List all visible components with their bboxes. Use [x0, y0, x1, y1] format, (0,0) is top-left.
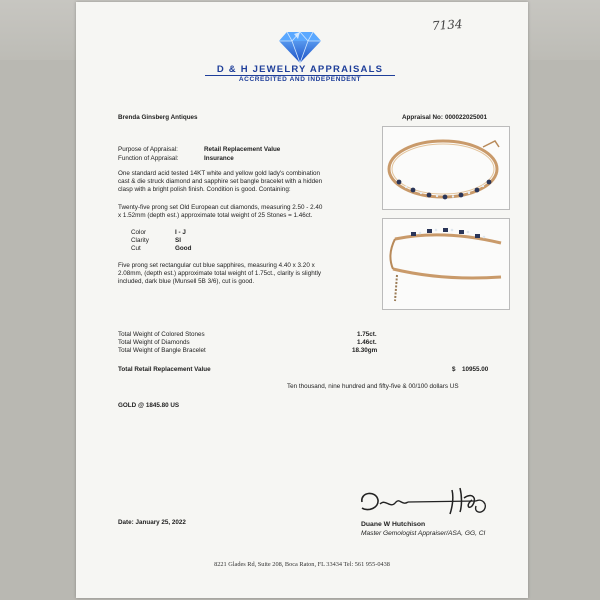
appraisal-no-value: 000022025001: [445, 114, 488, 121]
purpose-label: Purpose of Appraisal:: [118, 146, 178, 153]
function-value: Insurance: [204, 155, 234, 162]
handwritten-number: 7134: [431, 16, 463, 34]
total-value: 18.30gm: [352, 347, 378, 354]
client-name: Brenda Ginsberg Antiques: [118, 114, 198, 121]
appraisal-no-label: Appraisal No:: [402, 114, 443, 121]
appraisal-date: Date: January 25, 2022: [118, 519, 186, 526]
total-retail-label: Total Retail Replacement Value: [118, 366, 211, 373]
total-currency: $: [452, 366, 456, 373]
total-label: Total Weight of Colored Stones: [118, 331, 205, 338]
diamond-description: x 1.52mm (depth est.) approximate total weight of 25 Stones = 1.46ct.: [118, 212, 313, 219]
company-tagline: ACCREDITED AND INDEPENDENT: [238, 76, 362, 83]
grade-value: Good: [175, 245, 192, 252]
bracelet-photo-top: [382, 126, 510, 210]
footer-address: 8221 Glades Rd, Suite 208, Boca Raton, FL 33434 Tel: 561 955-0438: [214, 561, 390, 568]
company-name: D & H JEWELRY APPRAISALS: [216, 64, 384, 75]
description-line: cast & die struck diamond and sapphire set bangle bracelet with a hidden: [118, 178, 323, 185]
total-value: 1.46ct.: [357, 339, 377, 346]
total-label: Total Weight of Bangle Bracelet: [118, 347, 206, 354]
grade-label: Cut: [131, 245, 141, 252]
total-value-words: Ten thousand, nine hundred and fifty-five & 00/100 dollars US: [287, 383, 459, 390]
gold-price: GOLD @ 1845.80 US: [118, 402, 180, 409]
bracelet-photo-side: [382, 218, 510, 310]
appraiser-name: Duane W Hutchison: [361, 521, 426, 528]
diamond-description: Twenty-five prong set Old European cut diamonds, measuring 2.50 - 2.40: [118, 204, 323, 211]
grade-label: Clarity: [131, 237, 149, 244]
sapphire-description: Five prong set rectangular cut blue sapphires, measuring 4.40 x 3.20 x: [118, 262, 315, 269]
grade-label: Color: [131, 229, 147, 236]
grade-value: SI: [175, 237, 181, 244]
total-retail-value: 10955.00: [462, 366, 489, 373]
grade-value: I - J: [175, 229, 186, 236]
appraiser-title: Master Gemologist Appraiser/ASA, GG, CI: [361, 530, 486, 537]
sapphire-description: 2.08mm, (depth est.) approximate total weight of 1.75ct., clarity is slightly: [118, 270, 321, 277]
description-line: One standard acid tested 14KT white and yellow gold lady's combination: [118, 170, 321, 177]
description-line: clasp with a bright polish finish. Condition is good. Containing:: [118, 186, 291, 193]
purpose-value: Retail Replacement Value: [204, 146, 281, 153]
total-value: 1.75ct.: [357, 331, 377, 338]
sapphire-description: included, dark blue (Munsell 5B 3/6), cut is good.: [118, 278, 255, 285]
total-label: Total Weight of Diamonds: [118, 339, 190, 346]
signature-image: [356, 484, 496, 523]
function-label: Function of Appraisal:: [118, 155, 179, 162]
